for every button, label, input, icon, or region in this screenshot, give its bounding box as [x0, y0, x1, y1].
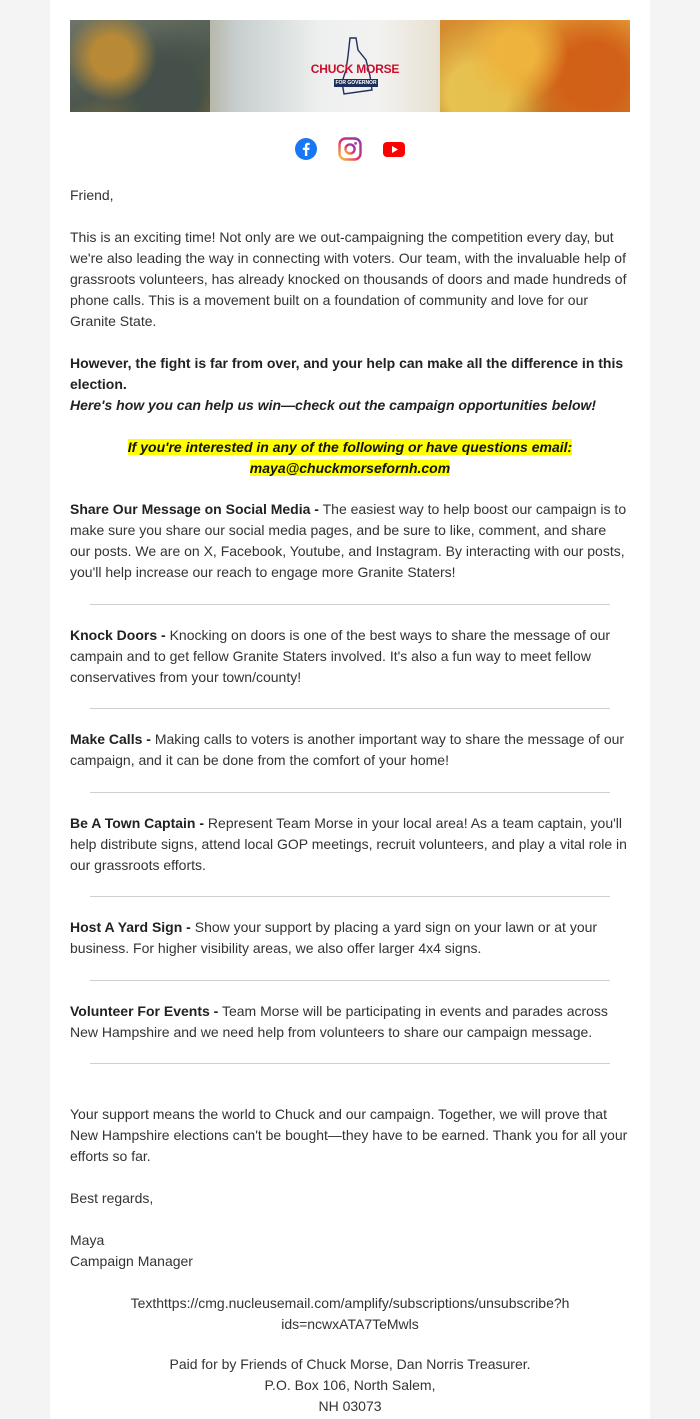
- facebook-icon[interactable]: [294, 137, 318, 161]
- banner-left-foliage: [70, 20, 210, 112]
- opportunity-title: Knock Doors -: [70, 627, 166, 643]
- divider: [90, 896, 610, 897]
- address-line-2: NH 03073: [318, 1398, 382, 1414]
- opportunity-title: Make Calls -: [70, 731, 151, 747]
- opportunity-text: Knocking on doors is one of the best ways to share the message of our campain and to get fellow Granite Staters involved. It's also a fun way to meet fellow conservatives from your town/county!: [70, 627, 611, 685]
- signer-name: Maya: [70, 1232, 105, 1248]
- footer-disclaimer: [70, 1354, 630, 1417]
- greeting: Friend,: [70, 187, 114, 203]
- opportunity-text: Represent Team Morse in your local area! As a team captain, you'll help distribute signs, attend local GOP meetings, recruit volunteers, and play a vital role in our grassroots efforts.: [70, 815, 627, 873]
- opportunity-text: Team Morse will be participating in events and parades across New Hampshire and we need help from volunteers to share our campaign message.: [70, 1003, 608, 1040]
- header-banner: [70, 20, 630, 112]
- campaign-logo[interactable]: [310, 36, 400, 100]
- opportunity-item: [70, 625, 630, 688]
- logo-name: CHUCK MORSE: [310, 62, 400, 76]
- opportunity-text: Making calls to voters is another important way to share the message of our campaign, and it can be done from the comfort of your home!: [70, 731, 625, 768]
- opportunity-item: [70, 917, 630, 959]
- youtube-icon[interactable]: [382, 137, 406, 161]
- sign-off: Best regards,: [70, 1190, 154, 1206]
- call-to-action: [70, 353, 630, 416]
- opportunity-text: The easiest way to help boost our campaign is to make sure you share our social media pages, and be sure to like, comment, and share our posts. We are on X, Facebook, Youtube, and Instagram. By interacting with our posts, you'll help increase our reach to engage more Granite Staters!: [70, 501, 627, 580]
- social-links: [50, 137, 650, 161]
- opportunity-title: Be A Town Captain -: [70, 815, 205, 831]
- paid-for-line: Paid for by Friends of Chuck Morse, Dan Norris Treasurer.: [169, 1356, 531, 1372]
- italic-line: Here's how you can help us win—check out the campaign opportunities below!: [70, 397, 597, 413]
- divider: [90, 1063, 610, 1064]
- signer-title: Campaign Manager: [70, 1253, 193, 1269]
- logo-tagline: FOR GOVERNOR: [335, 80, 377, 86]
- divider: [90, 792, 610, 793]
- closing-paragraph: Your support means the world to Chuck and our campaign. Together, we will prove that New Hampshire elections can't be bought—they have to be earned. Thank you for all your efforts so far.: [70, 1106, 628, 1164]
- opportunity-title: Volunteer For Events -: [70, 1003, 219, 1019]
- address-line-1: P.O. Box 106, North Salem,: [264, 1377, 436, 1393]
- instagram-icon[interactable]: [338, 137, 362, 161]
- divider: [90, 604, 610, 605]
- contact-highlight: [70, 437, 630, 479]
- unsubscribe-link[interactable]: Texthttps://cmg.nucleusemail.com/amplify/subscriptions/unsubscribe?hids=ncwxATA7TeMwls: [130, 1295, 570, 1332]
- contact-email-link[interactable]: maya@chuckmorsefornh.com: [249, 460, 451, 476]
- opportunity-item: [70, 499, 630, 583]
- opportunity-item: [70, 729, 630, 771]
- opportunity-text: Show your support by placing a yard sign on your lawn or at your business. For higher visibility areas, we also offer larger 4x4 signs.: [70, 919, 598, 956]
- highlight-line: If you're interested in any of the following or have questions email:: [127, 439, 573, 455]
- intro-paragraph: This is an exciting time! Not only are we out-campaigning the competition every day, but we're also leading the way in connecting with voters. Our team, with the invaluable help of grassroots volunteers, has already knocked on thousands of doors and made hundreds of phone calls. This is a movement built on a foundation of community and love for our Granite State.: [70, 229, 627, 329]
- opportunity-item: [70, 813, 630, 876]
- divider: [90, 708, 610, 709]
- opportunity-title: Share Our Message on Social Media -: [70, 501, 319, 517]
- bold-line: However, the fight is far from over, and your help can make all the difference in this election.: [70, 355, 624, 392]
- opportunity-title: Host A Yard Sign -: [70, 919, 191, 935]
- banner-right-foliage: [440, 20, 630, 112]
- opportunity-item: [70, 1001, 630, 1043]
- email-body: [50, 0, 650, 1419]
- divider: [90, 980, 610, 981]
- signature: [70, 1230, 630, 1272]
